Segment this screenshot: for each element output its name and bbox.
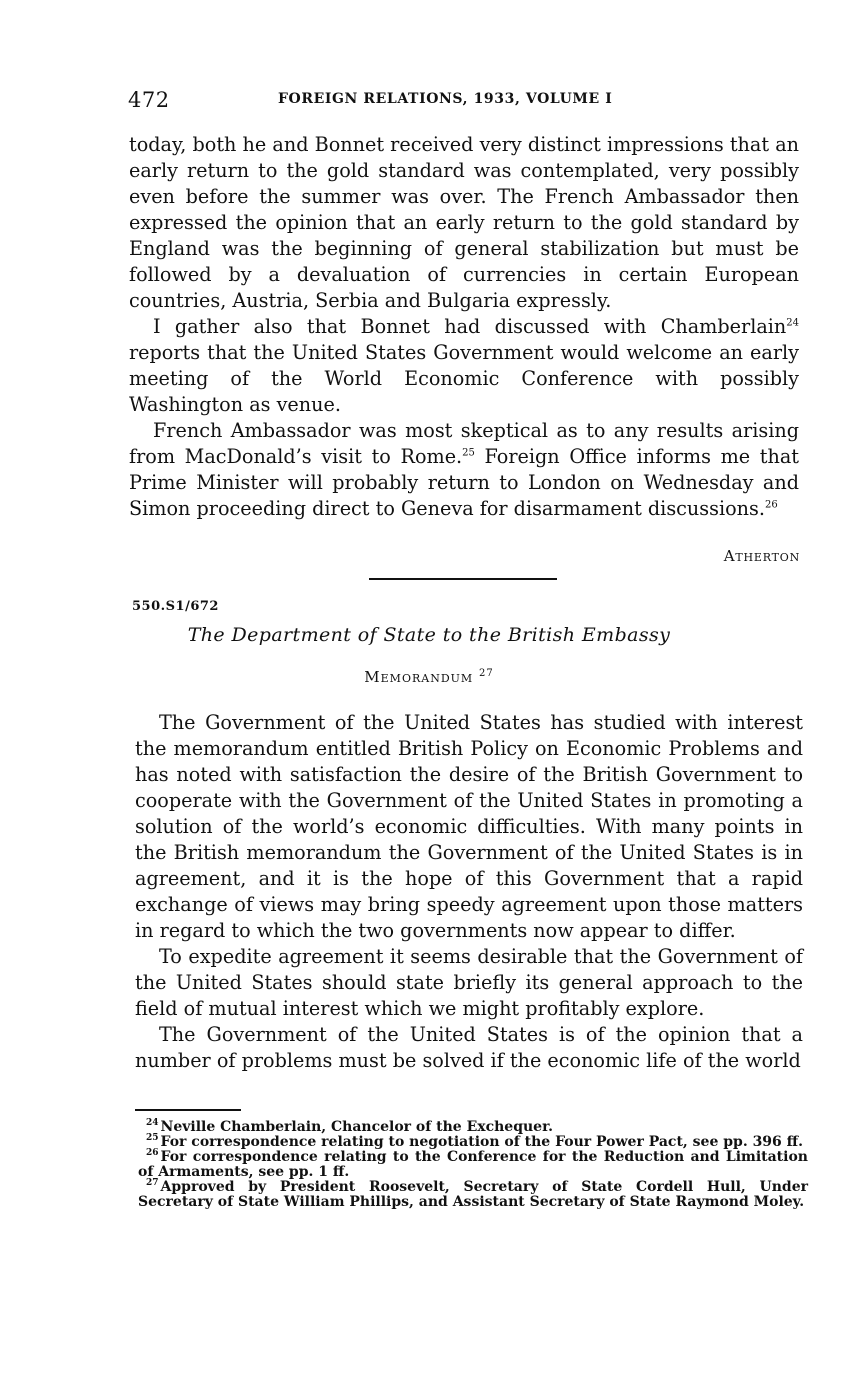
paragraph-text: French Ambassador was most skeptical as to any results arising from MacDonald’s visit to Rome. bbox=[129, 419, 799, 468]
footnote-reference: 24 bbox=[786, 317, 799, 329]
paragraph bbox=[129, 314, 799, 418]
signature: Atherton bbox=[723, 547, 800, 565]
footnote-divider bbox=[135, 1109, 241, 1111]
footnote-text: For correspondence relating to the Conference for the Reduction and Limitation of Armaments, see pp. 1 ff. bbox=[138, 1149, 808, 1180]
footnote bbox=[138, 1120, 808, 1135]
file-number: 550.S1/672 bbox=[132, 599, 219, 614]
footnotes bbox=[138, 1120, 808, 1210]
paragraph-text: reports that the United States Government would welcome an early meeting of the World Economic Conference with possibly Washington as venue. bbox=[129, 341, 799, 416]
footnote bbox=[138, 1135, 808, 1150]
running-title: FOREIGN RELATIONS, 1933, VOLUME I bbox=[278, 91, 613, 107]
paragraph: To expedite agreement it seems desirable that the Government of the United States should state briefly its general approach to the field of mutual interest which we might profitably explore. bbox=[135, 945, 803, 1020]
footnote-mark: 26 bbox=[146, 1148, 159, 1159]
footnote-reference: 25 bbox=[462, 447, 475, 459]
paragraph-text: I gather also that Bonnet had discussed with Chamberlain bbox=[153, 315, 787, 338]
memorandum-body bbox=[135, 710, 803, 1074]
page-number: 472 bbox=[128, 88, 170, 112]
footnote bbox=[138, 1180, 808, 1210]
section-divider bbox=[369, 578, 557, 580]
footnote-mark: 24 bbox=[146, 1118, 159, 1129]
paragraph: The Government of the United States has studied with interest the memorandum entitled British Policy on Economic Problems and has noted with satisfaction the desire of the British Government to cooperate with the Government of the United States in promoting a solution of the world’s economic difficulties. With many points in the British memorandum the Government of the United States is in agreement, and it is the hope of this Government that a rapid exchange of views may bring speedy agreement upon those matters in regard to which the two governments now appear to differ. bbox=[135, 711, 803, 942]
telegram-continuation bbox=[129, 132, 799, 522]
footnote bbox=[138, 1150, 808, 1180]
footnote-text: Approved by President Roosevelt, Secretary of State Cordell Hull, Under Secretary of State William Phillips, and Assistant Secretary of State Raymond Moley. bbox=[138, 1179, 808, 1210]
memorandum-title: Memorandum bbox=[364, 668, 474, 686]
paragraph bbox=[129, 418, 799, 522]
paragraph: The Government of the United States is of the opinion that a number of problems must be solved if the economic life of the world bbox=[135, 1023, 803, 1072]
document-heading: The Department of State to the British Embassy bbox=[187, 624, 671, 646]
page-header bbox=[128, 88, 803, 116]
paragraph: today, both he and Bonnet received very distinct impressions that an early return to the gold standard was contemplated, very possibly even before the summer was over. The French Ambassador then expressed the opinion that an early return to the gold standard by England was the beginning of general stabilization but must be followed by a devaluation of currencies in certain European countries, Austria, Serbia and Bulgaria expressly. bbox=[129, 133, 799, 312]
footnote-reference: 27 bbox=[478, 668, 494, 679]
paragraph-text: Foreign Office informs me that Prime Minister will probably return to London on Wednesday and Simon proceeding direct to Geneva for disarmament discussions. bbox=[129, 445, 800, 520]
footnote-text: Neville Chamberlain, Chancelor of the Exchequer. bbox=[160, 1119, 554, 1135]
footnote-reference: 26 bbox=[764, 499, 778, 511]
footnote-mark: 27 bbox=[146, 1178, 159, 1189]
memorandum-heading bbox=[0, 668, 858, 686]
footnote-text: For correspondence relating to negotiation of the Four Power Pact, see pp. 396 ff. bbox=[160, 1134, 804, 1150]
footnote-mark: 25 bbox=[146, 1133, 159, 1144]
